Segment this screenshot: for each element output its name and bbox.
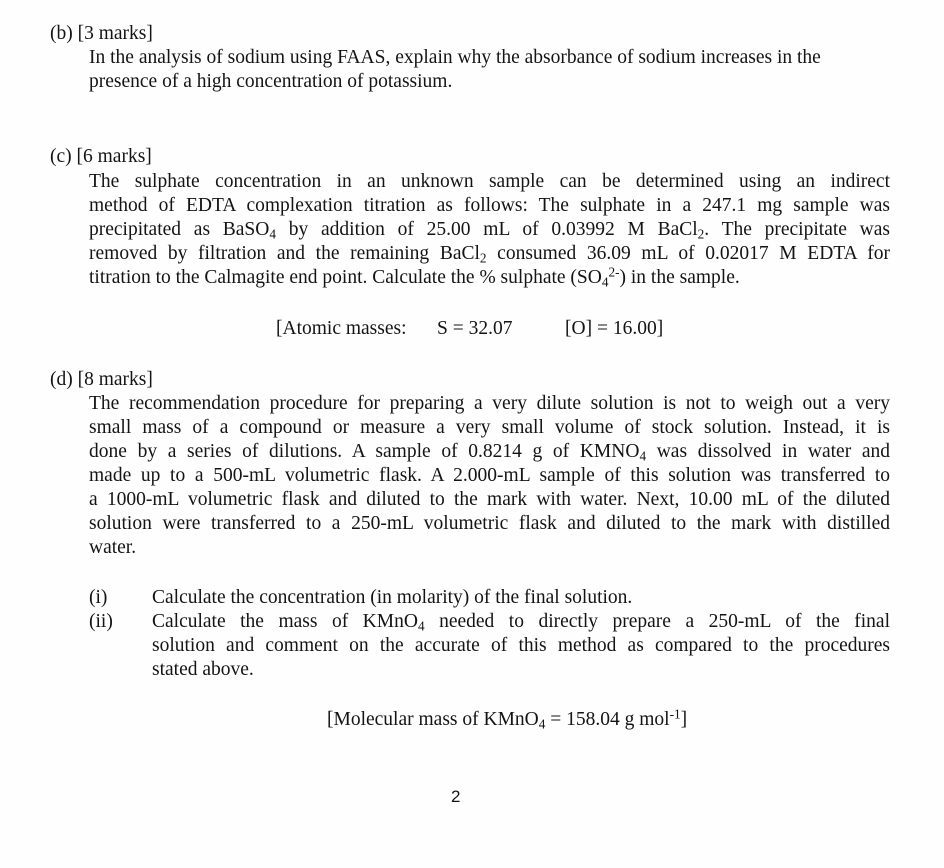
question-d-text-line: done by a series of dilutions. A sample of 0.8214 g of $KMNO_4$ was dissolved in water and (89, 441, 891, 464)
question-b-text-line: In the analysis of sodium using FAAS, explain why the absorbance of sodium increases in the (89, 47, 821, 68)
atomic-mass-sulfur: S = 32.07 (437, 318, 513, 339)
molecular-mass-note: [Molecular mass of KMnO$_4$ = 158.04 g mol$^{-1}$] (327, 706, 688, 732)
question-d-text-line: a 1000-mL volumetric flask and diluted to the mark with water. Next, 10.00 mL of the diluted (89, 489, 890, 510)
question-c-heading: (c) [6 marks] (50, 146, 152, 167)
question-c-text-line: removed by filtration and the remaining BaCl$_2$ consumed 36.09 mL of 0.02017 M EDTA for (89, 243, 891, 266)
question-d-text-line: made up to a 500-mL volumetric flask. A 2.000-mL sample of this solution was transferred to (89, 465, 890, 486)
question-b-heading: (b) [3 marks] (50, 23, 153, 44)
question-d-text-line: The recommendation procedure for preparing a very dilute solution is not to weigh out a very (89, 393, 890, 414)
subquestion-i-text: Calculate the concentration (in molarity) of the final solution. (152, 587, 633, 608)
question-b-text-line: presence of a high concentration of potassium. (89, 71, 453, 92)
subquestion-ii-label: (ii) (89, 611, 113, 632)
question-c-text-line: precipitated as BaSO$_4$ by addition of 25.00 mL of 0.03992 M BaCl$_2$. The precipitate was (89, 219, 890, 242)
question-c-text-line: method of EDTA complexation titration as follows: The sulphate in a 247.1 mg sample was (89, 195, 890, 216)
subquestion-ii-text-line: solution and comment on the accurate of this method as compared to the procedures (152, 635, 890, 656)
question-d-heading: (d) [8 marks] (50, 369, 153, 390)
question-d-text-line: small mass of a compound or measure a very small volume of stock solution. Instead, it is (89, 417, 890, 438)
atomic-masses-label: [Atomic masses: (276, 318, 407, 339)
page-number: 2 (451, 787, 461, 806)
question-d-text-line: water. (89, 537, 137, 558)
subquestion-ii-text-line: stated above. (152, 659, 254, 680)
subquestion-ii-text-line: Calculate the mass of KMnO$_4$ needed to directly prepare a 250-mL of the final (152, 611, 891, 634)
question-d-text-line: solution were transferred to a 250-mL volumetric flask and diluted to the mark with distilled (89, 513, 890, 534)
subquestion-i-label: (i) (89, 587, 108, 608)
question-c-text-line: titration to the Calmagite end point. Calculate the % sulphate $(SO_4^{2-})$ in the sample. (89, 264, 740, 290)
question-c-text-line: The sulphate concentration in an unknown sample can be determined using an indirect (89, 171, 890, 192)
atomic-mass-oxygen: [O] = 16.00] (565, 318, 664, 339)
